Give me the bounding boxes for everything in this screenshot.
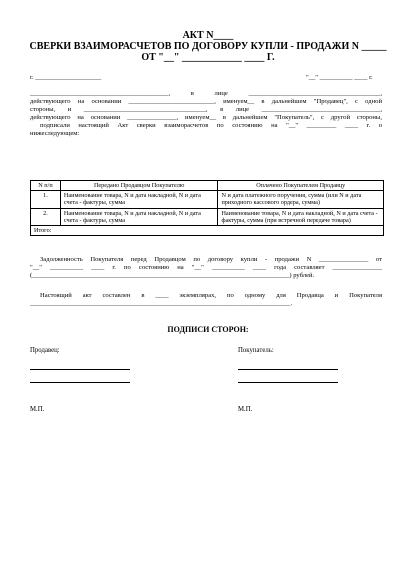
preamble-line: нижеследующем: [30, 130, 80, 137]
reconciliation-table [30, 180, 384, 236]
transferred-cell: Наименование товара, N и дата накладной, N и дата счета - фактуры, сумма [60, 191, 218, 208]
seller-stamp-label: М.П. [30, 406, 45, 413]
document-date-field: "__" __________ ____ г. [306, 74, 373, 81]
row-number: 1. [31, 191, 61, 208]
preamble-line: стороны, и _____________________________________, в лице ____________________________________, [30, 106, 382, 113]
act-title-date: ОТ "__" ____________ ____ Г. [141, 52, 275, 63]
buyer-signature-line [238, 369, 338, 370]
column-header-number: N п/п [31, 181, 61, 191]
row-number: 2. [31, 208, 61, 225]
paid-cell: Наименование товара, N и дата накладной, N и дата счета - фактуры, сумма (при встречной передаче товара) [218, 208, 384, 225]
transferred-cell: Наименование товара, N и дата накладной, N и дата счета - фактуры, сумма [60, 208, 218, 225]
debt-amount-words: (______________________________________________________________________________) рублей. [30, 272, 315, 279]
total-label: Итого: [31, 226, 384, 236]
copies-line: _______________________________________________________________________________. [30, 300, 293, 307]
preamble-line: действующего на основании __________________________, именуем__ в дальнейшем "Продавец", с одной [30, 98, 382, 105]
seller-signature-line [30, 369, 130, 370]
buyer-stamp-label: М.П. [238, 406, 253, 413]
table-row [31, 191, 384, 208]
city-field: г. ____________________ [30, 74, 102, 81]
buyer-signature-line [238, 382, 338, 383]
debt-line: Задолженность Покупателя перед Продавцом по договору купли - продажи N _______________ от [40, 256, 382, 263]
copies-line: Настоящий акт составлен в ____ экземплярах, по одному для Продавца и Покупателя [40, 292, 382, 299]
act-title-number: АКТ N____ [182, 30, 234, 41]
preamble-line: действующего на основании _______________, именуем__ в дальнейшем "Покупатель", с другой стороны, [30, 114, 382, 121]
act-title-subject: СВЕРКИ ВЗАИМОРАСЧЕТОВ ПО ДОГОВОРУ КУПЛИ - ПРОДАЖИ N _____ [29, 41, 387, 52]
table-header-row [31, 181, 384, 191]
preamble-line: __________________________________________, в лице ________________________________________, [30, 90, 382, 97]
column-header-paid: Оплачено Покупателем Продавцу [218, 181, 384, 191]
column-header-transferred: Передано Продавцом Покупателю [60, 181, 218, 191]
table-row [31, 208, 384, 225]
table-total-row [31, 226, 384, 236]
seller-label: Продавец: [30, 347, 60, 354]
paid-cell: N и дата платежного поручения, сумма (или N и дата приходного кассового ордера, сумма) [218, 191, 384, 208]
signatures-heading: ПОДПИСИ СТОРОН: [167, 325, 249, 334]
preamble-line: подписали настоящий Акт сверки взаиморасчетов по состоянию на "__" _________ ____ г. о [40, 122, 382, 129]
seller-signature-line [30, 382, 130, 383]
debt-line: "__" __________ ____ г. по состоянию на "__" __________ ____ года составляет _______________ [30, 264, 382, 271]
buyer-label: Покупатель: [238, 347, 274, 354]
